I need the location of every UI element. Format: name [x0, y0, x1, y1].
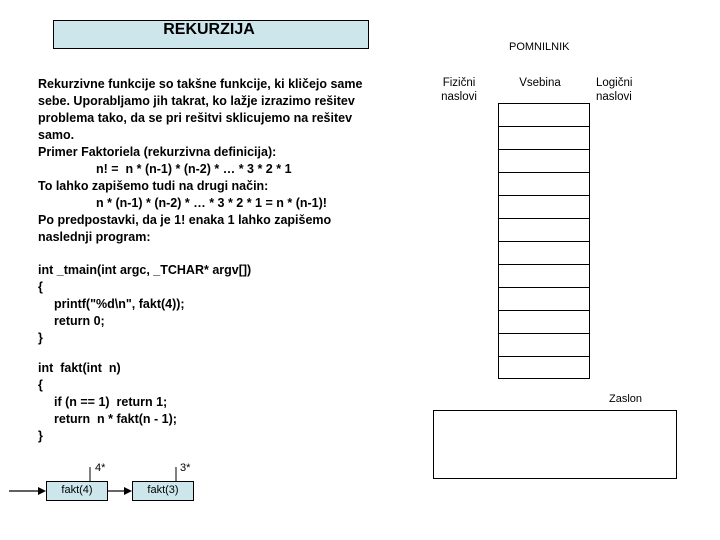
arrow-head-2	[124, 487, 132, 495]
fakt-3-label: fakt(3)	[147, 484, 179, 496]
multiplier-2: 3*	[180, 462, 191, 474]
body-line: n * (n-1) * (n-2) * … * 3 * 2 * 1 = n * (n-1)!	[96, 196, 327, 210]
memory-title: POMNILNIK	[509, 41, 570, 53]
code-line: printf("%d\n", fakt(4));	[54, 297, 185, 311]
logical-address-header: Logični naslovi	[596, 77, 633, 103]
body-line: Primer Faktoriela (rekurzivna definicija):	[38, 145, 277, 159]
fakt-4-label: fakt(4)	[61, 484, 93, 496]
code-line: int _tmain(int argc, _TCHAR* argv[])	[38, 263, 252, 277]
slide-title: REKURZIJA	[163, 21, 255, 38]
code-line: int fakt(int n)	[38, 361, 121, 375]
body-line: samo.	[38, 128, 75, 142]
arrow-head-1	[38, 487, 46, 495]
content-header: Vsebina	[519, 77, 561, 89]
code-line: return 0;	[54, 314, 105, 328]
body-line: problema tako, da se pri rešitvi sklicujemo na rešitev	[38, 111, 353, 125]
code-line: {	[38, 378, 43, 392]
body-line: n! = n * (n-1) * (n-2) * … * 3 * 2 * 1	[96, 162, 292, 176]
code-line: }	[38, 331, 43, 345]
screen-label: Zaslon	[609, 393, 643, 405]
body-line: To lahko zapišemo tudi na drugi način:	[38, 179, 269, 193]
fakt-3-box	[132, 481, 194, 501]
code-line: {	[38, 280, 43, 294]
code-line: if (n == 1) return 1;	[54, 395, 168, 409]
code-line: }	[38, 429, 43, 443]
multiplier-1: 4*	[95, 462, 106, 474]
body-line: Rekurzivne funkcije so takšne funkcije, ki kličejo same	[38, 77, 363, 91]
fakt-4-box	[46, 481, 108, 501]
physical-address-header: Fizični naslovi	[441, 77, 477, 103]
body-line: naslednji program:	[38, 230, 151, 244]
code-line: return n * fakt(n - 1);	[54, 412, 177, 426]
body-line: sebe. Uporabljamo jih takrat, ko lažje izrazimo rešitev	[38, 94, 355, 108]
body-line: Po predpostavki, da je 1! enaka 1 lahko zapišemo	[38, 213, 332, 227]
